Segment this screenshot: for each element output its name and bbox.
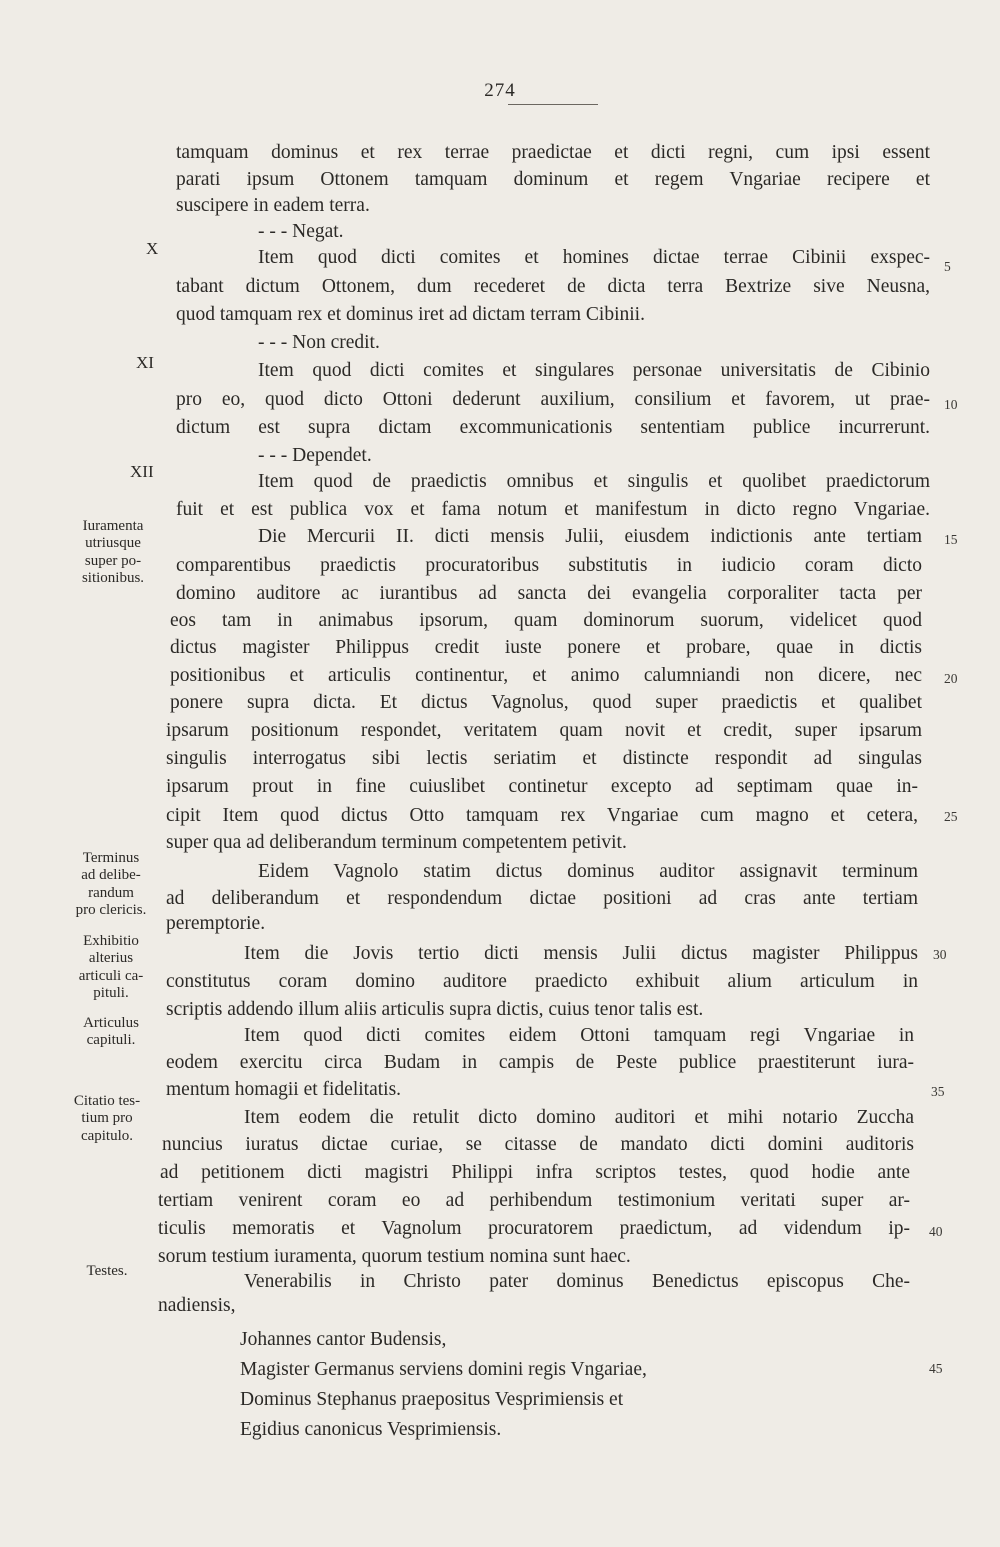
margin-note-line: super po- (84, 552, 142, 569)
margin-note-line: Testes. (86, 1263, 128, 1279)
margin-note-line: capitulo. (80, 1127, 134, 1144)
text-line: pro eo, quod dicto Ottoni dederunt auxilium, consilium et favorem, ut prae- (176, 389, 930, 410)
text-line: Dominus Stephanus praepositus Vesprimiensis et (240, 1389, 624, 1410)
text-line: - - - Non credit. (258, 332, 380, 353)
article-marker: X (146, 239, 159, 258)
text-line: mentum homagii et fidelitatis. (166, 1079, 402, 1100)
text-line: sorum testium iuramenta, quorum testium nomina sunt haec. (158, 1246, 631, 1267)
text-line: ponere supra dicta. Et dictus Vagnolus, quod super praedictis et qualibet (170, 692, 922, 713)
margin-note-line: sitionibus. (81, 569, 145, 586)
text-line: Venerabilis in Christo pater dominus Benedictus episcopus Che- (244, 1271, 910, 1292)
text-line: ipsarum prout in fine cuiuslibet continetur excepto ad septimam quae in- (166, 776, 918, 797)
text-line: - - - Negat. (258, 221, 344, 242)
text-line: dictum est supra dictam excommunicationis sententiam publice incurrerunt. (176, 417, 930, 438)
article-marker: XII (130, 462, 154, 481)
margin-note (52, 1093, 162, 1145)
margin-note-line: alterius (88, 950, 134, 967)
margin-note-line: pro clericis. (75, 901, 147, 918)
text-line: comparentibus praedictis procuratoribus substitutis in iudicio coram dicto (176, 555, 922, 576)
text-line: ad petitionem dicti magistri Philippi infra scriptos testes, quod hodie ante (160, 1162, 910, 1183)
text-line: super qua ad deliberandum terminum competentem petivit. (166, 832, 627, 853)
text-line: ticulis memoratis et Vagnolum procuratorem praedictum, ad videndum ip- (158, 1218, 910, 1239)
text-line: Item eodem die retulit dicto domino auditori et mihi notario Zuccha (244, 1107, 914, 1128)
text-line: nuncius iuratus dictae curiae, se citasse de mandato dicti domini auditoris (162, 1134, 914, 1155)
page-number-rule (508, 104, 598, 105)
text-line: - - - Dependet. (258, 445, 372, 466)
margin-note-line: randum (88, 884, 134, 901)
text-line: nadiensis, (158, 1295, 236, 1316)
text-line: eodem exercitu circa Budam in campis de Peste publice praestiterunt iura- (166, 1052, 914, 1073)
text-line: dictus magister Philippus credit iuste ponere et probare, quae in dictis (170, 637, 922, 658)
margin-note-line: Articulus (83, 1015, 139, 1031)
text-line: eos tam in animabus ipsorum, quam dominorum suorum, videlicet quod (170, 610, 922, 631)
margin-note-line: ad delibe- (81, 867, 141, 884)
margin-note (56, 1015, 166, 1050)
margin-note-line: Iuramenta (82, 518, 144, 534)
line-number: 25 (944, 809, 958, 824)
margin-note-line: Citatio tes- (73, 1093, 141, 1109)
margin-note-line: Exhibitio (83, 933, 139, 949)
text-line: Johannes cantor Budensis, (240, 1329, 447, 1350)
margin-note-line: Terminus (82, 850, 140, 866)
text-line: cipit Item quod dictus Otto tamquam rex Vngariae cum magno et cetera, (166, 805, 918, 826)
text-line: quod tamquam rex et dominus iret ad dictam terram Cibinii. (176, 304, 645, 325)
article-marker: XI (136, 353, 154, 372)
text-line: domino auditore ac iurantibus ad sancta dei evangelia corporaliter tacta per (176, 583, 922, 604)
page-number (0, 80, 1000, 105)
text-line: Magister Germanus serviens domini regis Vngariae, (240, 1359, 647, 1380)
text-line: ipsarum positionum respondet, veritatem quam novit et credit, super ipsarum (166, 720, 922, 741)
line-number: 40 (929, 1224, 943, 1239)
line-number: 30 (933, 947, 947, 962)
line-number: 5 (944, 259, 951, 274)
text-line: positionibus et articulis continentur, et animo calumniandi non dicere, nec (170, 665, 922, 686)
text-line: peremptorie. (166, 913, 266, 934)
text-line: Item quod dicti comites et homines dictae terrae Cibinii exspec- (258, 247, 930, 268)
text-line: Item quod de praedictis omnibus et singulis et quolibet praedictorum (258, 471, 930, 492)
line-number: 20 (944, 671, 958, 686)
line-number: 15 (944, 532, 958, 547)
line-number: 35 (931, 1084, 945, 1099)
margin-note-line: articuli ca- (78, 967, 144, 984)
text-line: singulis interrogatus sibi lectis seriatim et distincte respondit ad singulas (166, 748, 922, 769)
text-line: constitutus coram domino auditore praedicto exhibuit alium articulum in (166, 971, 918, 992)
text-line: fuit et est publica vox et fama notum et manifestum in dicto regno Vngariae. (176, 499, 930, 520)
text-line: Item quod dicti comites et singulares personae universitatis de Cibinio (258, 360, 930, 381)
margin-note-line: utriusque (85, 535, 141, 552)
text-line: Item quod dicti comites eidem Ottoni tamquam regi Vngariae in (244, 1025, 914, 1046)
text-line: suscipere in eadem terra. (176, 195, 370, 216)
text-line: parati ipsum Ottonem tamquam dominum et regem Vngariae recipere et (176, 169, 930, 190)
margin-note (56, 850, 166, 919)
margin-note (52, 1263, 162, 1280)
margin-note (56, 933, 166, 1002)
text-line: scriptis addendo illum aliis articulis supra dictis, cuius tenor talis est. (166, 999, 704, 1020)
text-line: Die Mercurii II. dicti mensis Julii, eiusdem indictionis ante tertiam (258, 526, 922, 547)
text-line: tabant dictum Ottonem, dum recederet de dicta terra Bextrize sive Neusna, (176, 276, 930, 297)
text-line: ad deliberandum et respondendum dictae positioni ad cras ante tertiam (166, 888, 918, 909)
page-number-text: 274 (484, 80, 516, 101)
text-line: Item die Jovis tertio dicti mensis Julii dictus magister Philippus (244, 943, 918, 964)
margin-note (58, 518, 168, 587)
text-line: tamquam dominus et rex terrae praedictae et dicti regni, cum ipsi essent (176, 142, 930, 163)
text-line: Egidius canonicus Vesprimiensis. (240, 1419, 502, 1440)
margin-note-line: pituli. (93, 984, 129, 1001)
line-number: 45 (929, 1361, 943, 1376)
line-number: 10 (944, 397, 958, 412)
text-line: Eidem Vagnolo statim dictus dominus auditor assignavit terminum (258, 861, 918, 882)
text-line: tertiam venirent coram eo ad perhibendum testimonium veritati super ar- (158, 1190, 910, 1211)
margin-note-line: capituli. (86, 1032, 136, 1049)
margin-note-line: tium pro (81, 1110, 133, 1127)
